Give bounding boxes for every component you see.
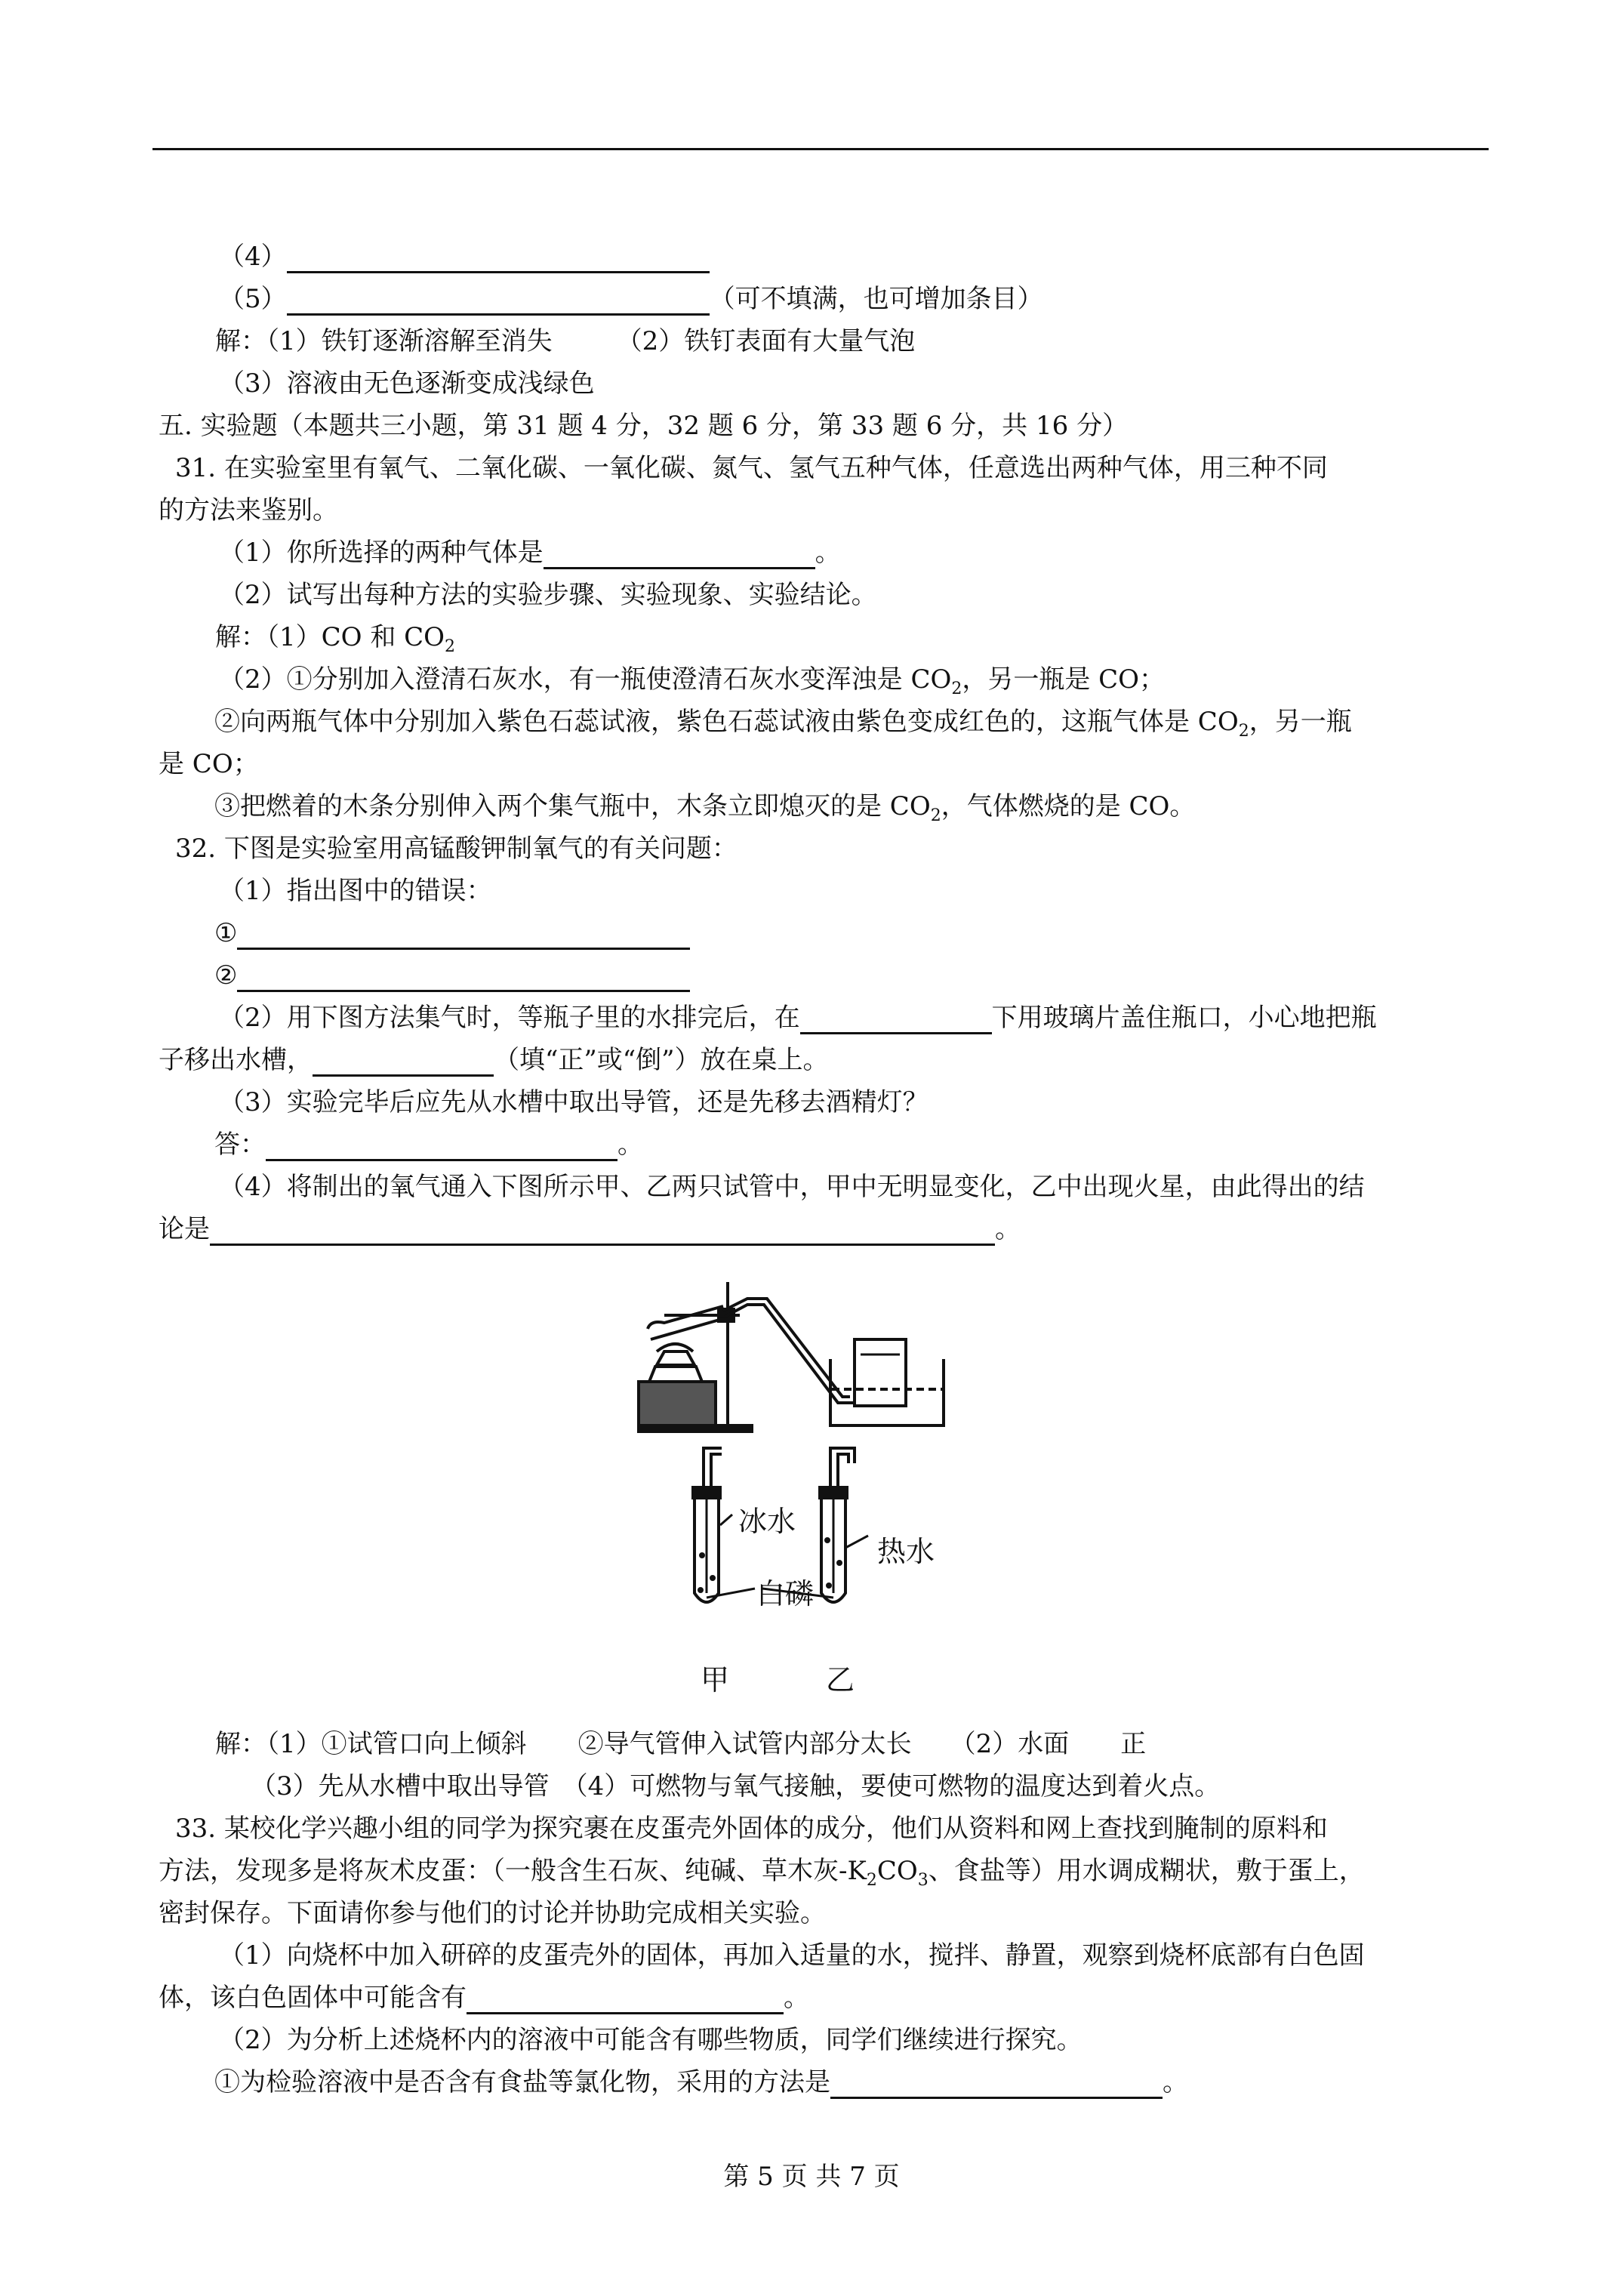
q32-part3-answer: 答： 。 — [214, 1130, 643, 1160]
answer-blank[interactable] — [237, 963, 690, 992]
answer-blank[interactable] — [800, 1005, 992, 1034]
answer-blank[interactable] — [287, 244, 710, 273]
oxygen-apparatus-figure — [634, 1276, 951, 1435]
q31-part1: （1）你所选择的两种气体是 。 — [219, 538, 841, 568]
q31-answer: 解：（1）CO 和 $CO_2$ — [215, 622, 456, 656]
q32-answer: （3）先从水槽中取出导管 （4）可燃物与氧气接触，要使可燃物的温度达到着火点。 — [251, 1771, 1221, 1801]
answer-text: 解：（1）铁钉逐渐溶解至消失 （2）铁钉表面有大量气泡 — [215, 326, 916, 356]
q33-part2: （2）为分析上述烧杯内的溶液中可能含有哪些物质，同学们继续进行探究。 — [219, 2025, 1083, 2055]
q33-part2-choice-1: ①为检验溶液中是否含有食盐等氯化物，采用的方法是 。 — [214, 2067, 1188, 2097]
item-4-line: （4） — [219, 240, 710, 273]
q32-choice-1: ① — [214, 917, 690, 950]
q32-part1: （1）指出图中的错误： — [219, 876, 492, 906]
answer-blank[interactable] — [467, 1985, 784, 2014]
q33-stem: 33. 某校化学兴趣小组的同学为探究裹在皮蛋壳外固体的成分，他们从资料和网上查找到腌制的原料和 — [175, 1814, 1328, 1844]
q32-part4: 论是 。 — [159, 1214, 1021, 1244]
q31-stem: 31. 在实验室里有氧气、二氧化碳、一氧化碳、氮气、氢气五种气体，任意选出两种气体，用三种不同 — [175, 453, 1328, 483]
answer-blank[interactable] — [544, 540, 815, 569]
answer-blank[interactable] — [266, 1132, 617, 1161]
q31-answer: 是 CO； — [159, 749, 259, 779]
q33-stem: 方法，发现多是将灰术皮蛋：（一般含生石灰、纯碱、草木灰$-K_2CO_3$、食盐等）用水调成糊状，敷于蛋上， — [159, 1856, 1365, 1890]
q31-stem: 的方法来鉴别。 — [159, 495, 338, 525]
q32-part2: （2）用下图方法集气时，等瓶子里的水排完后，在 下用玻璃片盖住瓶口，小心地把瓶 — [219, 1003, 1377, 1033]
answer-blank[interactable] — [287, 286, 710, 316]
q31-part2: （2）试写出每种方法的实验步骤、实验现象、实验结论。 — [219, 580, 877, 610]
answer-blank[interactable] — [830, 2069, 1163, 2099]
q32-stem: 32. 下图是实验室用高锰酸钾制氧气的有关问题： — [175, 834, 738, 864]
label-ice-water: 冰水 — [738, 1505, 796, 1538]
q31-answer: （2）①分别加入澄清石灰水，有一瓶使澄清石灰水变浑浊是 $CO_2$，另一瓶是 CO； — [219, 664, 1166, 698]
q33-part1: （1）向烧杯中加入研碎的皮蛋壳外的固体，再加入适量的水，搅拌、静置，观察到烧杯底部有白色固 — [219, 1940, 1365, 1971]
label-hot-water: 热水 — [877, 1535, 935, 1568]
q32-part4: （4）将制出的氧气通入下图所示甲、乙两只试管中，甲中无明显变化，乙中出现火星，由此得出的结 — [219, 1172, 1365, 1202]
label-white-phosphorus: 白磷 — [756, 1577, 815, 1610]
q32-part2: 子移出水槽， （填“正”或“倒”）放在桌上。 — [159, 1045, 829, 1075]
answer-blank[interactable] — [210, 1216, 995, 1246]
answer-blank[interactable] — [313, 1047, 494, 1077]
q33-part1: 体，该白色固体中可能含有 。 — [159, 1983, 809, 2013]
item-5-line: （5） （可不填满，也可增加条目） — [219, 284, 1043, 314]
page-footer: 第 5 页 共 7 页 — [723, 2162, 900, 2192]
q32-part3: （3）实验完毕后应先从水槽中取出导管，还是先移去酒精灯？ — [219, 1087, 929, 1117]
answer-text: （3）溶液由无色逐渐变成浅绿色 — [219, 368, 595, 399]
header-rule — [152, 148, 1489, 150]
label-tube-yi: 乙 — [826, 1663, 855, 1697]
section-heading: 五. 实验题（本题共三小题，第 31 题 4 分，32 题 6 分，第 33 题 6 分，共 16 分） — [159, 411, 1129, 441]
q31-answer: ③把燃着的木条分别伸入两个集气瓶中，木条立即熄灭的是 $CO_2$，气体燃烧的是 CO。 — [214, 791, 1196, 825]
answer-blank[interactable] — [237, 920, 690, 950]
q32-choice-2: ② — [214, 959, 690, 992]
label-tube-jia: 甲 — [701, 1663, 730, 1697]
q31-answer: ②向两瓶气体中分别加入紫色石蕊试液，紫色石蕊试液由紫色变成红色的，这瓶气体是 $CO_2$，另一瓶 — [214, 707, 1352, 741]
q32-answer: 解：（1）①试管口向上倾斜 ②导气管伸入试管内部分太长 （2）水面 正 — [215, 1729, 1147, 1759]
q33-stem: 密封保存。下面请你参与他们的讨论并协助完成相关实验。 — [159, 1898, 826, 1928]
